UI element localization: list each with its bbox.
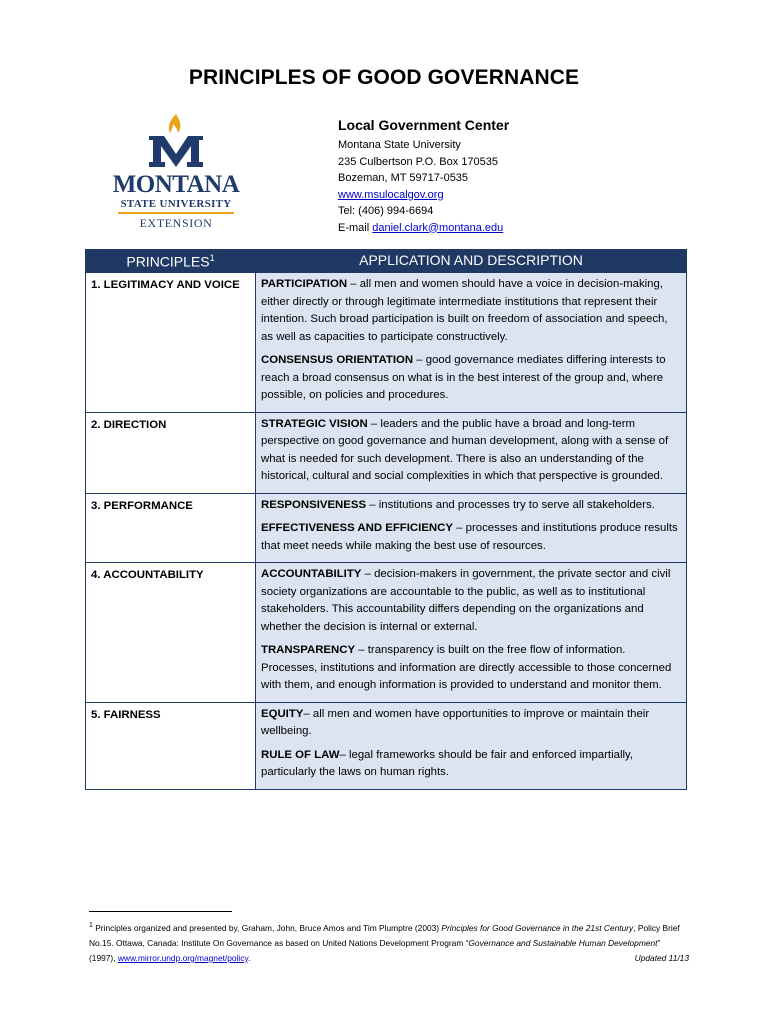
principle-cell: 5. FAIRNESS (86, 702, 256, 789)
description-cell (256, 273, 687, 413)
description-paragraph (261, 747, 681, 782)
description-cell (256, 412, 687, 493)
table-row (86, 412, 687, 493)
description-term: RESPONSIVENESS (261, 498, 367, 511)
description-cell (256, 702, 687, 789)
contact-org: Local Government Center (338, 117, 510, 133)
table-row (86, 273, 687, 413)
description-paragraph (261, 520, 681, 555)
footnote-ref: 1 (209, 253, 215, 264)
description-term: RULE OF LAW (261, 748, 340, 761)
description-text: – all men and women should have a voice in decision-making, either directly or through legitimate intermediate institutions that represent their intention. Such broad participation is built on freedom of association and speech, as well as capacities to participate constructively. (261, 278, 668, 343)
description-term: EQUITY (261, 707, 304, 720)
description-paragraph (261, 706, 681, 741)
footnote-divider (89, 911, 232, 912)
contact-block (338, 117, 509, 236)
contact-tel: Tel: (406) 994-6694 (338, 205, 434, 217)
contact-email-line (338, 220, 509, 237)
description-term: EFFECTIVENESS AND EFFICIENCY (261, 522, 453, 534)
table-header-row (86, 250, 687, 273)
logo-subtitle: STATE UNIVERSITY (120, 198, 232, 210)
description-term: PARTICIPATION (261, 278, 348, 290)
principles-table (85, 249, 687, 790)
description-term: TRANSPARENCY (261, 644, 356, 656)
description-text: – institutions and processes try to serve all stakeholders. (366, 498, 655, 511)
contact-university: Montana State University (338, 139, 461, 151)
table-row (86, 702, 687, 789)
email-link[interactable]: daniel.clark@montana.edu (372, 221, 504, 234)
description-text: – good governance mediates differing interests to reach a broad consensus on what is in the best interest of the group and, where possible, on policies and procedures. (261, 354, 666, 401)
footnote: $^1$ Principles organized and presented by, Graham, John, Bruce Amos and Tim Plumptre (2003) Principles for Good Governance in the 21st Century, Policy Brief No.15. Ottawa, Canada: Institute On Governance as based on United Nations Development Program “Governance and Sustainable Human Development” (1997), www.mirror.undp.org/magnet/policy. Updated 11/13 (89, 918, 689, 966)
principle-cell: 3. PERFORMANCE (86, 493, 256, 563)
principle-cell: 4. ACCOUNTABILITY (86, 563, 256, 703)
montana-m-flame-icon (145, 112, 207, 170)
contact-address-2: Bozeman, MT 59717-0535 (338, 172, 469, 184)
description-text: – processes and institutions produce results that meet needs while making the best use of resources. (261, 522, 678, 552)
header-application: APPLICATION AND DESCRIPTION (256, 250, 687, 273)
page-title: PRINCIPLES OF GOOD GOVERNANCE (188, 66, 580, 89)
description-paragraph (261, 352, 681, 405)
msu-extension-logo (112, 112, 240, 230)
email-prefix: E-mail (338, 221, 373, 234)
logo-divider (118, 212, 234, 214)
description-text: – legal frameworks should be fair and enforced impartially, particularly the laws on human rights. (261, 748, 634, 778)
description-term: STRATEGIC VISION (261, 417, 368, 430)
contact-address-1: 235 Culbertson P.O. Box 170535 (338, 155, 499, 168)
description-text: – all men and women have opportunities to improve or maintain their wellbeing. (261, 707, 650, 737)
description-paragraph (261, 276, 681, 346)
description-text: – leaders and the public have a broad and long-term perspective on good governance and human development, along with a sense of what is needed for such development. There is also an understanding of the historical, cultural and social complexities in which that perspective is grounded. (261, 417, 669, 482)
description-paragraph (261, 416, 681, 486)
header-principles: PRINCIPLES$^1$ (86, 250, 256, 273)
description-cell (256, 563, 687, 703)
updated-date: Updated 11/13 (634, 952, 689, 963)
undp-link[interactable]: www.mirror.undp.org/magnet/policy (117, 952, 249, 963)
description-paragraph (261, 566, 681, 636)
principle-cell: 2. DIRECTION (86, 412, 256, 493)
logo-wordmark: MONTANA (112, 171, 240, 198)
principle-cell: 1. LEGITIMACY AND VOICE (86, 273, 256, 413)
logo-division: EXTENSION (139, 216, 213, 230)
description-text: – decision-makers in government, the private sector and civil society organizations are accountable to the public, as well as to institutional stakeholders. This accountability differs depending on the organizations and whether the decision is internal or external. (261, 568, 671, 633)
description-cell (256, 493, 687, 563)
table-row (86, 493, 687, 563)
table-row (86, 563, 687, 703)
description-term: CONSENSUS ORIENTATION (261, 354, 414, 366)
description-text: – transparency is built on the free flow of information. Processes, institutions and information are directly accessible to those concerned with them, and enough information is provided to understand and monitor them. (261, 644, 672, 691)
description-term: ACCOUNTABILITY (261, 568, 362, 580)
website-link[interactable]: www.msulocalgov.org (338, 188, 444, 201)
description-paragraph (261, 497, 681, 515)
description-paragraph (261, 642, 681, 695)
